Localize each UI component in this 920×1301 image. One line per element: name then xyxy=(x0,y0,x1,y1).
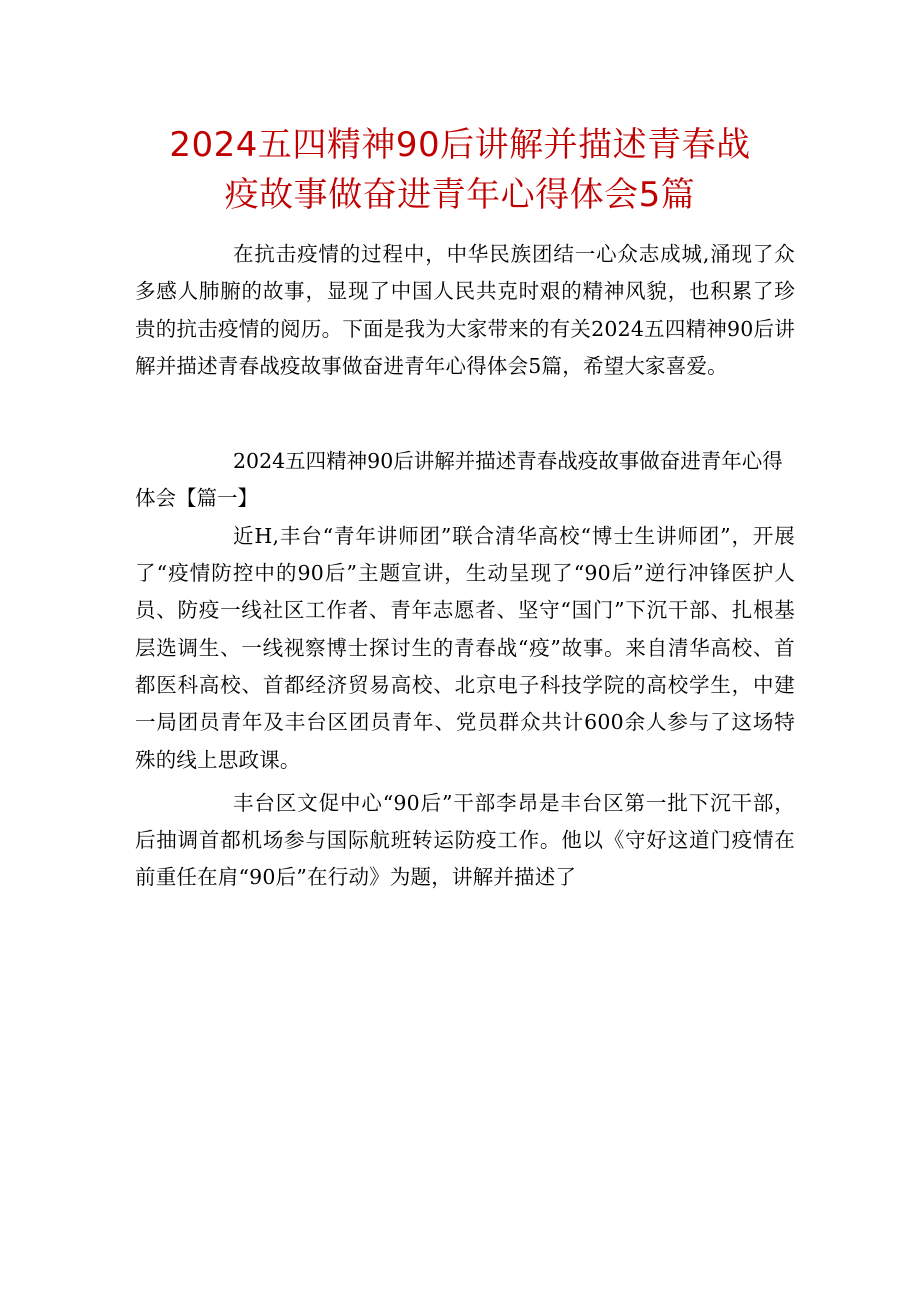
section-spacer xyxy=(135,385,795,443)
body-paragraph-1: 近H,丰台“青年讲师团”联合清华高校“博士生讲师团”，开展了“疫情防控中的90后”主题宣讲，生动呈现了“90后”逆行冲锋医护人员、防疫一线社区工作者、青年志愿者、坚守“国门”下沉干部、扎根基层选调生、一线视察博士探讨生的青春战“疫”故事。来自清华高校、首都医科高校、首都经济贸易高校、北京电子科技学院的高校学生，中建一局团员青年及丰台区团员青年、党员群众共计600余人参与了这场特殊的线上思政课。 xyxy=(135,523,795,772)
title-line-2: 疫故事做奋进青年心得体会5篇 xyxy=(224,175,696,215)
document-title xyxy=(120,120,800,220)
section-heading: 2024五四精神90后讲解并描述青春战疫故事做奋进青年心得体会【篇一】 xyxy=(135,449,783,511)
intro-paragraph: 在抗击疫情的过程中，中华民族团结一心众志成城,涌现了众多感人肺腑的故事，显现了中国人民共克时艰的精神风貌，也积累了珍贵的抗击疫情的阅历。下面是我为大家带来的有关2024五四精神90后讲解并描述青春战疫故事做奋进青年心得体会5篇，希望大家喜爱。 xyxy=(135,242,795,378)
body-paragraph-2: 丰台区文促中心“90后”干部李昂是丰台区第一批下沉干部，后抽调首都机场参与国际航班转运防疫工作。他以《守好这道门疫情在前重任在肩“90后”在行动》为题，讲解并描述了 xyxy=(135,790,795,890)
document-body xyxy=(135,236,795,897)
title-line-1: 2024五四精神90后讲解并描述青春战 xyxy=(169,125,751,165)
